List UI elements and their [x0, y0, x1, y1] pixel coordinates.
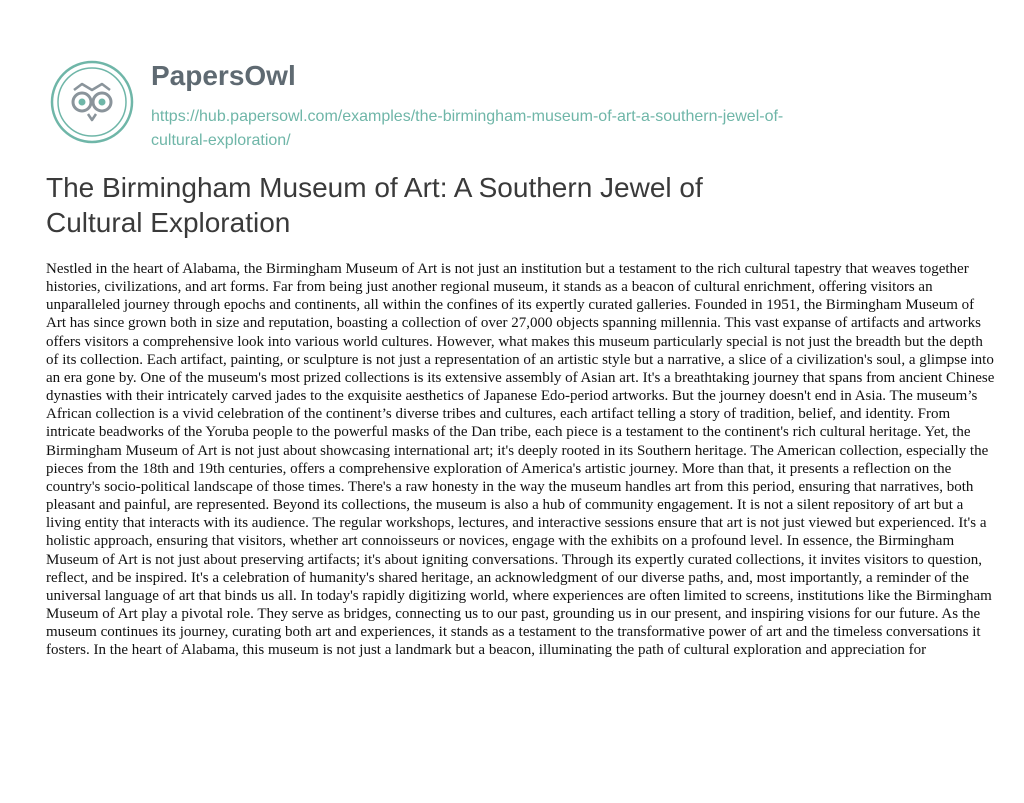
brand-name: PapersOwl [151, 60, 296, 91]
document-title: The Birmingham Museum of Art: A Southern Jewel of Cultural Exploration [46, 172, 703, 238]
document-url-line-1: https://hub.papersowl.com/examples/the-birmingham-museum-of-art-a-southern-jewel-of- [151, 108, 784, 125]
papersowl-owl-logo-icon [50, 60, 134, 144]
document-url-link[interactable] [151, 105, 941, 153]
document-header [40, 60, 1000, 160]
document-body-text: Nestled in the heart of Alabama, the Birmingham Museum of Art is not just an institution but a testament to the rich cultural tapestry that weaves together histories, civilizations, and art forms. Far from being just another regional museum, it stands as a beacon of cultural enrichment, offering visitors an unparalleled journey through epochs and continents, all within the confines of its expertly curated galleries. Founded in 1951, the Birmingham Museum of Art has since grown both in size and reputation, boasting a collection of over 27,000 objects spanning millennia. This vast expanse of artifacts and artworks offers visitors a comprehensive look into various world cultures. However, what makes this museum particularly special is not just the breadth but the depth of its collection. Each artifact, painting, or sculpture is not just a representation of an artistic style but a narrative, a slice of a civilization's soul, a glimpse into an era gone by. One of the museum's most prized collections is its extensive assembly of Asian art. It's a breathtaking journey that spans from ancient Chinese dynasties with their intricately carved jades to the exquisite aesthetics of Japanese Edo-period artworks. But the journey doesn't end in Asia. The museum’s African collection is a vivid celebration of the continent’s diverse tribes and cultures, each artifact telling a story of tradition, belief, and identity. From intricate beadworks of the Yoruba people to the powerful masks of the Dan tribe, each piece is a testament to the continent's rich cultural heritage. Yet, the Birmingham Museum of Art is not just about showcasing international art; it's deeply rooted in its Southern heritage. The American collection, especially the pieces from the 18th and 19th centuries, offers a comprehensive exploration of America's artistic journey. More than that, it presents a reflection on the country's socio-political landscape of those times. There's a raw honesty in the way the museum handles art from this period, ensuring that narratives, both pleasant and painful, are represented. Beyond its collections, the museum is also a hub of community engagement. It is not a silent repository of art but a living entity that interacts with its audience. The regular workshops, lectures, and interactive sessions ensure that art is not just viewed but experienced. It's a holistic approach, ensuring that visitors, whether art connoisseurs or novices, engage with the exhibits on a profound level. In essence, the Birmingham Museum of Art is not just about preserving artifacts; it's about igniting conversations. Through its expertly curated collections, it invites visitors to question, reflect, and be inspired. It's a celebration of humanity's shared heritage, an acknowledgment of our diverse paths, and, most importantly, a reminder of the universal language of art that binds us all. In today's rapidly digitizing world, where experiences are often limited to screens, institutions like the Birmingham Museum of Art play a pivotal role. They serve as bridges, connecting us to our past, grounding us in our present, and inspiring visions for our future. As the museum continues its journey, curating both art and experiences, it stands as a testament to the transformative power of art and the timeless conversations it fosters. In the heart of Alabama, this museum is not just a landmark but a beacon, illuminating the path of cultural exploration and appreciation for [46, 261, 995, 659]
document-url-line-2: cultural-exploration/ [151, 132, 291, 149]
